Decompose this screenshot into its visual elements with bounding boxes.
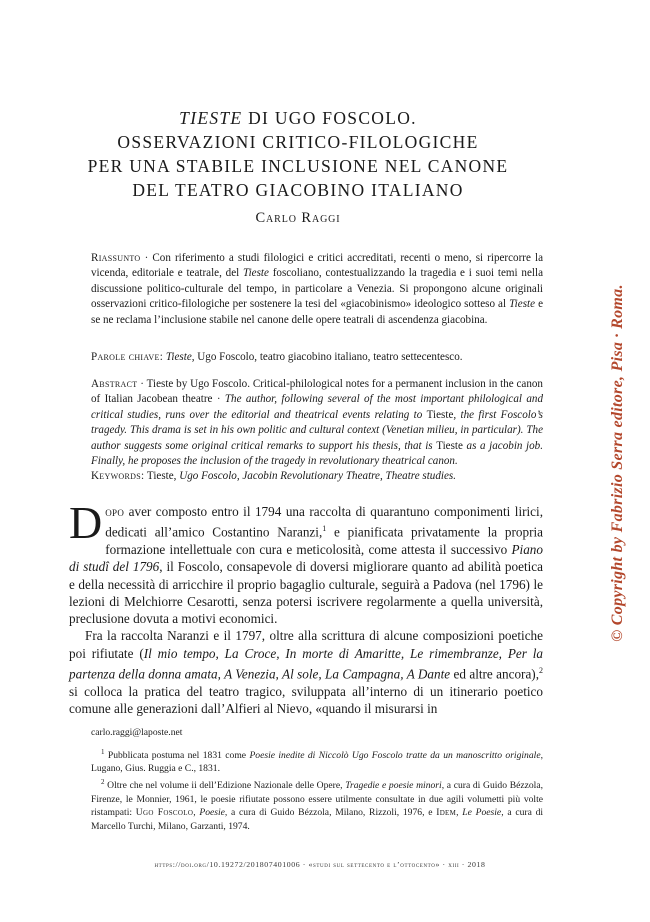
footnote-ref-2[interactable]: 2 [539, 666, 543, 676]
paragraph-1: Dopo aver composto entro il 1794 una raccolta di quarantuno componimenti lirici, dedicati all’amico Costantino Naranzi,$^1$ e pianificata privatamente la propria formazione intellettuale con cura e meticolosità, come attesta il successivo Piano di studî del 1796, il Foscolo, consapevole di doversi migliorare quanto ad abilità poetica e della necessità di arricchire il proprio bagaglio culturale, seguirà a Padova (nel 1796) le lezioni di Melchiorre Cesarotti, senza potersi iscrivere regolarmente a quella università, preclusione dovuta a motivi economici. [69, 497, 544, 627]
title-line-3: PER UNA STABILE INCLUSIONE NEL CANONE [87, 156, 509, 176]
footnotes [91, 726, 543, 834]
parole-chiave: Parole chiave: Tieste, Ugo Foscolo, teatro giacobino italiano, teatro settecentesco. [91, 351, 463, 363]
author-name: Carlo Raggi [255, 210, 341, 226]
abstract-block: Abstract · Tieste by Ugo Foscolo. Critical-philological notes for a permanent inclusion in the canon of Italian Jacobean theatre · The author, following several of the most important philological and critical studies, runs over the editorial and theatrical events relating to Tieste, the first Foscolo’s tragedy. This drama is set in his own politic and cultural context (Venetian milieu, in particular). The author suggests some original critical remarks to support his thesis, that is Tieste as a jacobin job. Finally, he proposes the inclusion of the tragedy in revolutionary theatrical canon. [91, 378, 544, 468]
copyright-watermark: © Copyright by Fabrizio Serra editore, Pisa · Roma. [609, 284, 626, 642]
footnote-2: $^2$ Oltre che nel volume ii dell’Edizione Nazionale delle Opere, Tragedie e poesie minori, a cura di Guido Bézzola, Firenze, le Monnier, 1961, le poesie rifiutate possono essere utilmente consultate in due agili volumetti più volte ristampati: Ugo Foscolo, Poesie, a cura di Guido Bézzola, Milano, Rizzoli, 1976, e Idem, Le Poesie, a cura di Marcello Turchi, Milano, Garzanti, 1974. [91, 777, 544, 832]
title-line-1: TIESTE DI UGO FOSCOLO. [179, 108, 417, 128]
keywords: Keywords: Tieste, Ugo Foscolo, Jacobin Revolutionary Theatre, Theatre studies. [91, 470, 456, 482]
drop-cap: D [69, 497, 103, 548]
title-line-2: OSSERVAZIONI CRITICO-FILOLOGICHE [117, 132, 479, 152]
footnote-1: $^1$ Pubblicata postuma nel 1831 come Poesie inedite di Niccolò Ugo Foscolo tratte da un manoscritto originale, Lugano, Gius. Ruggia e C., 1831. [91, 747, 543, 775]
page-footer-doi[interactable]: https://doi.org/10.19272/201807401006 · «studi sul settecento e l’ottocento» · xiii · 2018 [154, 860, 486, 869]
footnote-ref-1[interactable]: 1 [322, 524, 327, 534]
author-email[interactable]: carlo.raggi@laposte.net [91, 727, 183, 738]
paragraph-2: Fra la raccolta Naranzi e il 1797, oltre alla scrittura di alcune composizioni poetiche poi rifiutate (Il mio tempo, La Croce, In morte di Amaritte, Le rimembranze, Per la partenza della donna amata, A Venezia, Al sole, La Campagna, A Dante ed altre ancora),$^2$ si colloca la pratica del teatro tragico, sviluppata all’interno di un itinerario poetico comune alle generazioni dall’Alfieri al Nievo, «quando il misurarsi in [69, 628, 544, 717]
title-line-4: DEL TEATRO GIACOBINO ITALIANO [132, 180, 464, 200]
riassunto-block: Riassunto · Con riferimento a studi filologici e critici accreditati, recenti o meno, si ripercorre la vicenda, editoriale e teatrale, del Tieste foscoliano, contestualizzando la tragedia e i suoi temi nella discussione politico-culturale del tempo, in particolare a Venezia. Si propongono alcune originali osservazioni critico-filologiche per sostenere la tesi del «giacobinismo» ideologico sotteso al Tieste e se ne reclama l’inclusione stabile nel canone delle opere teatrali di ascendenza giacobina. [91, 252, 543, 326]
main-text [69, 497, 544, 717]
